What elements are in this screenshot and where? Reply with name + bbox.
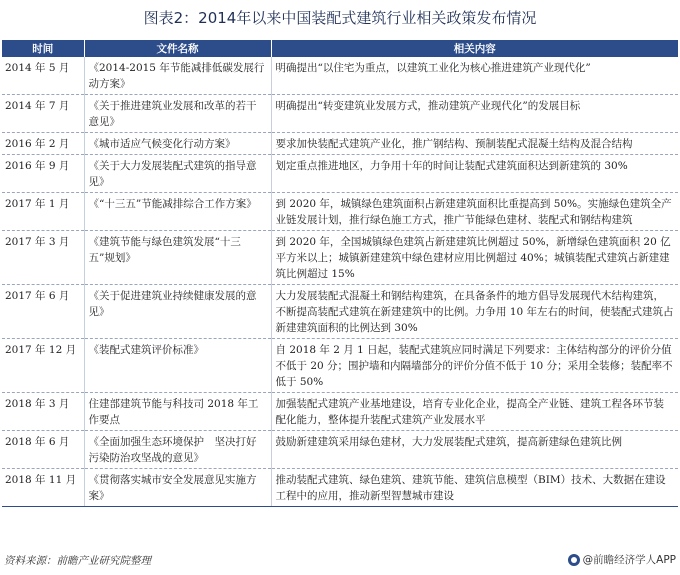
cell-doc: 《2014-2015 年节能减排低碳发展行动方案》 [84,57,271,95]
table-row [2,285,678,339]
cell-time: 2016 年 9 月 [2,155,84,193]
table-row [2,393,678,431]
cell-doc: 《关于促进建筑业持续健康发展的意见》 [84,285,271,339]
cell-doc: 《关于推进建筑业发展和改革的若干意见》 [84,95,271,133]
cell-time: 2016 年 2 月 [2,133,84,155]
cell-time: 2017 年 3 月 [2,231,84,285]
cell-time: 2018 年 6 月 [2,431,84,469]
cell-content: 加强装配式建筑产业基地建设，培育专业化企业，提高全产业链、建筑工程各环节装配化能力，整体提升装配式建筑产业发展水平 [271,393,678,431]
cell-time: 2017 年 12 月 [2,339,84,393]
header-doc-name: 文件名称 [84,40,271,57]
cell-content: 到 2020 年，城镇绿色建筑面积占新建建筑面积比重提高到 50%。实施绿色建筑全产业链发展计划，推行绿色施工方式，推广节能绿色建材、装配式和钢结构建筑 [271,193,678,231]
cell-content: 推动装配式建筑、绿色建筑、建筑节能、建筑信息模型（BIM）技术、大数据在建设工程中的应用，推动新型智慧城市建设 [271,469,678,507]
header-time: 时间 [2,40,84,57]
header-content: 相关内容 [271,40,678,57]
cell-time: 2014 年 7 月 [2,95,84,133]
cell-content: 大力发展装配式混凝土和钢结构建筑，在具备条件的地方倡导发展现代木结构建筑，不断提高装配式建筑在新建建筑中的比例。力争用 10 年左右的时间，使装配式建筑占新建建筑面积的比例达到 30% [271,285,678,339]
table-row [2,469,678,507]
cell-content: 明确提出“以住宅为重点，以建筑工业化为核心推进建筑产业现代化” [271,57,678,95]
brand-watermark [568,552,676,567]
brand-logo-icon [568,554,580,566]
table-row [2,231,678,285]
cell-content: 划定重点推进地区，力争用十年的时间让装配式建筑面积达到新建筑的 30% [271,155,678,193]
cell-time: 2017 年 6 月 [2,285,84,339]
cell-doc: 《建筑节能与绿色建筑发展“十三五”规划》 [84,231,271,285]
cell-doc: 《城市适应气候变化行动方案》 [84,133,271,155]
page-title: 图表2：2014年以来中国装配式建筑行业相关政策发布情况 [143,9,537,27]
policy-table [2,40,678,507]
footer [0,549,680,571]
cell-doc: 《装配式建筑评价标准》 [84,339,271,393]
cell-time: 2017 年 1 月 [2,193,84,231]
brand-label: @前瞻经济学人APP [582,554,676,566]
cell-doc: 《贯彻落实城市安全发展意见实施方案》 [84,469,271,507]
table-row [2,57,678,95]
table-row [2,339,678,393]
cell-time: 2014 年 5 月 [2,57,84,95]
table-row [2,193,678,231]
cell-doc: 《“十三五”节能减排综合工作方案》 [84,193,271,231]
table-row [2,95,678,133]
cell-doc: 《全面加强生态环境保护 坚决打好污染防治攻坚战的意见》 [84,431,271,469]
cell-content: 到 2020 年，全国城镇绿色建筑占新建建筑比例超过 50%，新增绿色建筑面积 20 亿平方米以上；城镇新建建筑中绿色建材应用比例超过 40%；城镇装配式建筑占新建建筑比例超过 15% [271,231,678,285]
cell-content: 自 2018 年 2 月 1 日起，装配式建筑应同时满足下列要求：主体结构部分的评价分值不低于 20 分；围护墙和内隔墙部分的评价分值不低于 10 分；采用全装修；装配率不低于 50% [271,339,678,393]
table-header-row [2,40,678,57]
source-note: 资料来源：前瞻产业研究院整理 [4,555,151,567]
table-row [2,431,678,469]
cell-content: 要求加快装配式建筑产业化，推广钢结构、预制装配式混凝土结构及混合结构 [271,133,678,155]
cell-doc: 《关于大力发展装配式建筑的指导意见》 [84,155,271,193]
table-row [2,155,678,193]
cell-doc: 住建部建筑节能与科技司 2018 年工作要点 [84,393,271,431]
cell-time: 2018 年 3 月 [2,393,84,431]
table-row [2,133,678,155]
cell-time: 2018 年 11 月 [2,469,84,507]
cell-content: 鼓励新建建筑采用绿色建材，大力发展装配式建筑，提高新建绿色建筑比例 [271,431,678,469]
cell-content: 明确提出“转变建筑业发展方式，推动建筑产业现代化”的发展目标 [271,95,678,133]
